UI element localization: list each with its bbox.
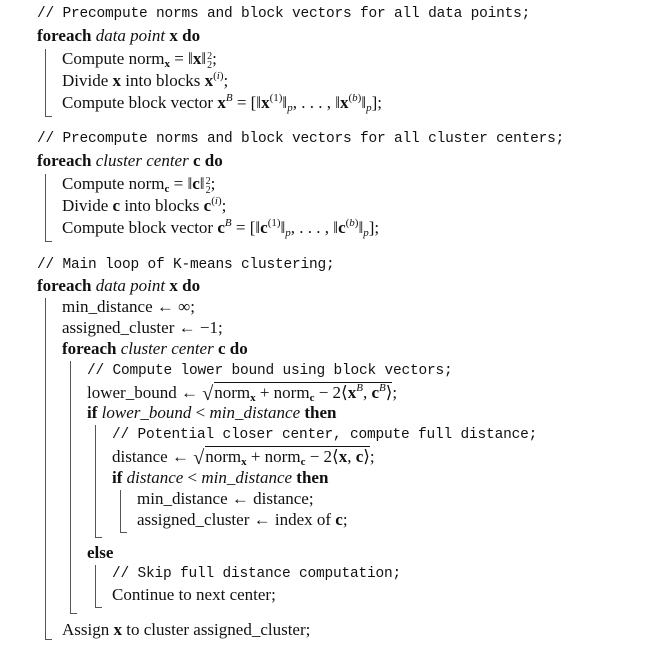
- block-bar: [45, 49, 52, 117]
- continue-statement: Continue to next center;: [112, 585, 276, 604]
- foreach-keyword: foreach: [37, 151, 92, 170]
- foreach-variable: data point: [95, 26, 166, 45]
- distance-assignment: distance ← √norm$_x$ + norm$_c$ − 2⟨x, c⟩;: [112, 447, 375, 469]
- comment-main-loop: // Main loop of K-means clustering;: [37, 257, 335, 273]
- compute-norm-c-line: Compute norm$_c$ = ‖c‖ 2 2 ;: [62, 174, 216, 196]
- else-header: [87, 543, 113, 563]
- foreach-variable: cluster center: [95, 151, 189, 170]
- block-bar-inner-if: [120, 490, 127, 533]
- block-bar-else: [95, 565, 102, 608]
- statement-text: Divide: [62, 71, 109, 90]
- statement-text: lower_bound ←: [87, 383, 198, 402]
- do-keyword: do: [182, 26, 201, 45]
- foreach-main-header: [37, 276, 200, 296]
- block-bar-if-then: [95, 425, 102, 538]
- foreach-symbol: c: [192, 151, 201, 170]
- condition-operand: min_distance: [201, 468, 293, 487]
- statement-text: Compute block vector: [62, 218, 214, 237]
- foreach-symbol: x: [169, 276, 178, 295]
- if-lower-bound-header: [87, 403, 337, 423]
- block-vector-x-line: Compute block vector $x^B$ = [$‖x^{(1)}‖_p$, . . . , $‖x^{(b)}‖_p$];: [62, 92, 382, 114]
- statement-text: Compute norm: [62, 174, 165, 193]
- condition-operand: distance: [126, 468, 184, 487]
- update-min-distance: min_distance ← distance;: [137, 489, 314, 508]
- do-keyword: do: [182, 276, 201, 295]
- assigned-cluster-init: assigned_cluster ← −1;: [62, 318, 223, 337]
- do-keyword: do: [204, 151, 223, 170]
- foreach-data-point-header: [37, 26, 200, 46]
- statement-text: distance ←: [112, 447, 189, 466]
- block-bar-main: [45, 298, 52, 640]
- statement-text: Compute block vector: [62, 93, 214, 112]
- else-keyword: else: [87, 543, 114, 562]
- foreach-keyword: foreach: [37, 26, 92, 45]
- comment-precompute-cluster-centers: // Precompute norms and block vectors for all cluster centers;: [37, 131, 565, 147]
- statement-text: into blocks: [124, 196, 200, 215]
- foreach-symbol: c: [217, 339, 226, 358]
- assign-x-statement: Assign x to cluster assigned_cluster;: [62, 620, 311, 639]
- condition-operand: lower_bound: [101, 403, 192, 422]
- statement-text: assigned_cluster ← index of: [137, 510, 332, 529]
- compute-norm-x-line: Compute norm$_x$ = ‖x‖ 2 2 ;: [62, 49, 217, 71]
- comment-precompute-data-points: // Precompute norms and block vectors for all data points;: [37, 6, 531, 22]
- statement-text: to cluster assigned_cluster;: [126, 620, 311, 639]
- divide-c-line: Divide c into blocks $c^{(i)}$;: [62, 195, 227, 215]
- condition-operator: <: [195, 403, 206, 422]
- do-keyword: do: [229, 339, 248, 358]
- foreach-cluster-center-inner: [62, 339, 248, 359]
- statement-text: Divide: [62, 196, 109, 215]
- if-distance-header: [112, 468, 328, 488]
- foreach-variable: data point: [95, 276, 166, 295]
- foreach-symbol: x: [169, 26, 178, 45]
- block-bar: [45, 174, 52, 242]
- if-keyword: if: [87, 403, 98, 422]
- lower-bound-assignment: lower_bound ← √norm$_x$ + norm$_c$ − $2⟨x^B$, $c^B⟩$;: [87, 382, 398, 405]
- comment-potential-closer: // Potential closer center, compute full distance;: [112, 427, 538, 443]
- statement-text: Assign: [62, 620, 110, 639]
- block-bar-inner-foreach: [70, 361, 77, 614]
- condition-operator: <: [187, 468, 198, 487]
- condition-operand: min_distance: [209, 403, 301, 422]
- foreach-cluster-center-header: [37, 151, 223, 171]
- comment-skip: // Skip full distance computation;: [112, 566, 402, 582]
- then-keyword: then: [296, 468, 329, 487]
- then-keyword: then: [304, 403, 337, 422]
- statement-text: Compute norm: [62, 49, 165, 68]
- statement-text: into blocks: [125, 71, 201, 90]
- comment-lower-bound: // Compute lower bound using block vectors;: [87, 363, 453, 379]
- foreach-keyword: foreach: [37, 276, 92, 295]
- update-assigned-cluster: assigned_cluster ← index of c;: [137, 510, 348, 529]
- block-vector-c-line: Compute block vector $c^B$ = [$‖c^{(1)}‖_p$, . . . , $‖c^{(b)}‖_p$];: [62, 217, 380, 239]
- min-distance-init: min_distance ← ∞;: [62, 297, 195, 316]
- foreach-variable: cluster center: [120, 339, 214, 358]
- if-keyword: if: [112, 468, 123, 487]
- foreach-keyword: foreach: [62, 339, 117, 358]
- divide-x-line: Divide x into blocks $x^{(i)}$;: [62, 70, 229, 90]
